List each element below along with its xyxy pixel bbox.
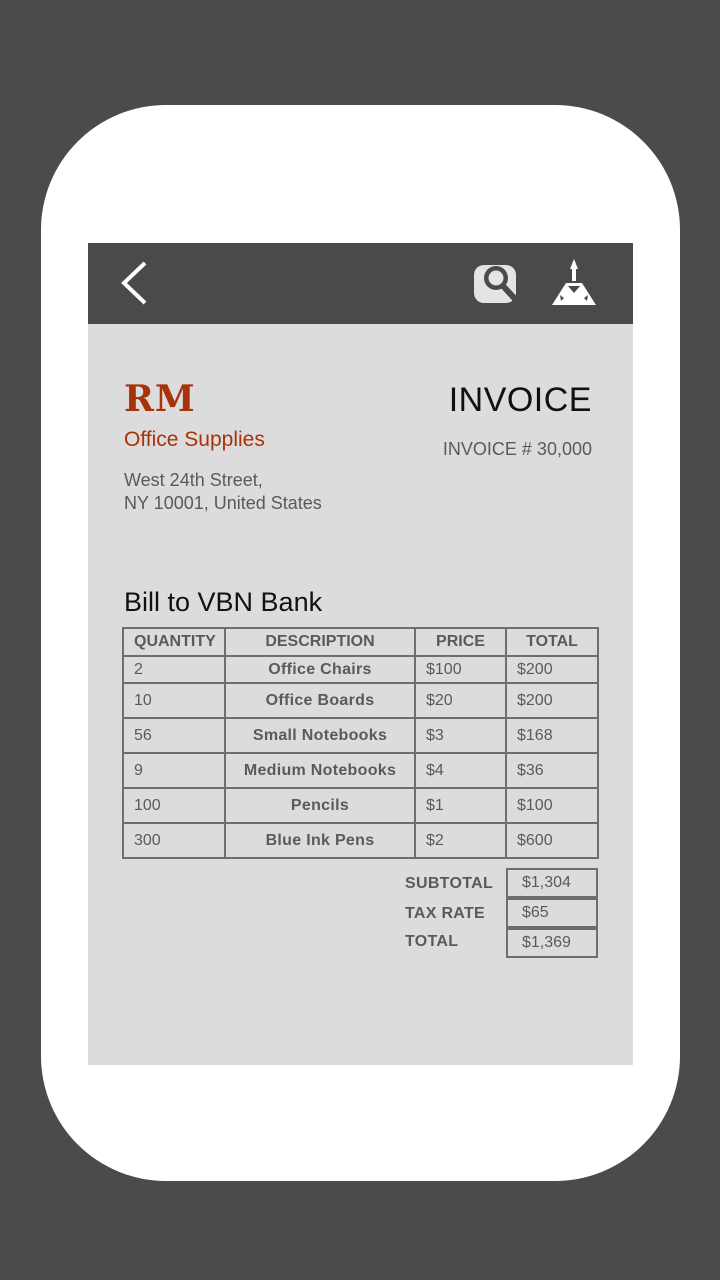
search-icon[interactable] <box>472 259 520 307</box>
tax-rate-label: TAX RATE <box>405 905 486 922</box>
table-row <box>123 753 598 788</box>
cell-price: $3 <box>415 718 506 753</box>
cell-quantity: 56 <box>123 718 225 753</box>
cell-total: $100 <box>506 788 598 823</box>
cell-price: $1 <box>415 788 506 823</box>
invoice-number: INVOICE # 30,000 <box>442 439 592 459</box>
address-line-1: West 24th Street, <box>124 470 263 490</box>
invoice-title: INVOICE <box>448 381 592 419</box>
subtotal-value: $1,304 <box>506 868 598 898</box>
company-address <box>124 469 322 515</box>
chevron-left-icon[interactable] <box>116 260 152 306</box>
cell-description: Medium Notebooks <box>225 753 415 788</box>
header-quantity: QUANTITY <box>123 628 225 656</box>
cell-quantity: 9 <box>123 753 225 788</box>
total-value: $1,369 <box>506 928 598 958</box>
cell-total: $600 <box>506 823 598 858</box>
cell-price: $100 <box>415 656 506 683</box>
table-row <box>123 683 598 718</box>
company-name: Office Supplies <box>124 428 265 451</box>
cell-price: $20 <box>415 683 506 718</box>
cell-price: $2 <box>415 823 506 858</box>
cell-description: Office Boards <box>225 683 415 718</box>
invoice-screen <box>88 243 633 1065</box>
cell-quantity: 100 <box>123 788 225 823</box>
export-icon[interactable] <box>550 257 598 307</box>
table-row <box>123 718 598 753</box>
total-label: TOTAL <box>405 933 459 950</box>
subtotal-label: SUBTOTAL <box>405 875 494 892</box>
cell-total: $200 <box>506 656 598 683</box>
cell-price: $4 <box>415 753 506 788</box>
top-toolbar <box>88 243 633 324</box>
cell-description: Blue Ink Pens <box>225 823 415 858</box>
company-logo: RM <box>124 378 196 420</box>
cell-total: $36 <box>506 753 598 788</box>
line-items-table <box>122 627 599 859</box>
table-row <box>123 823 598 858</box>
cell-quantity: 10 <box>123 683 225 718</box>
cell-quantity: 300 <box>123 823 225 858</box>
bill-to-heading: Bill to VBN Bank <box>124 587 323 617</box>
cell-description: Pencils <box>225 788 415 823</box>
table-row <box>123 656 598 683</box>
cell-quantity: 2 <box>123 656 225 683</box>
cell-total: $168 <box>506 718 598 753</box>
cell-description: Small Notebooks <box>225 718 415 753</box>
header-price: PRICE <box>415 628 506 656</box>
header-total: TOTAL <box>506 628 598 656</box>
table-header-row <box>123 628 598 656</box>
address-line-2: NY 10001, United States <box>124 493 322 513</box>
table-row <box>123 788 598 823</box>
header-description: DESCRIPTION <box>225 628 415 656</box>
cell-description: Office Chairs <box>225 656 415 683</box>
tax-rate-value: $65 <box>506 898 598 928</box>
cell-total: $200 <box>506 683 598 718</box>
